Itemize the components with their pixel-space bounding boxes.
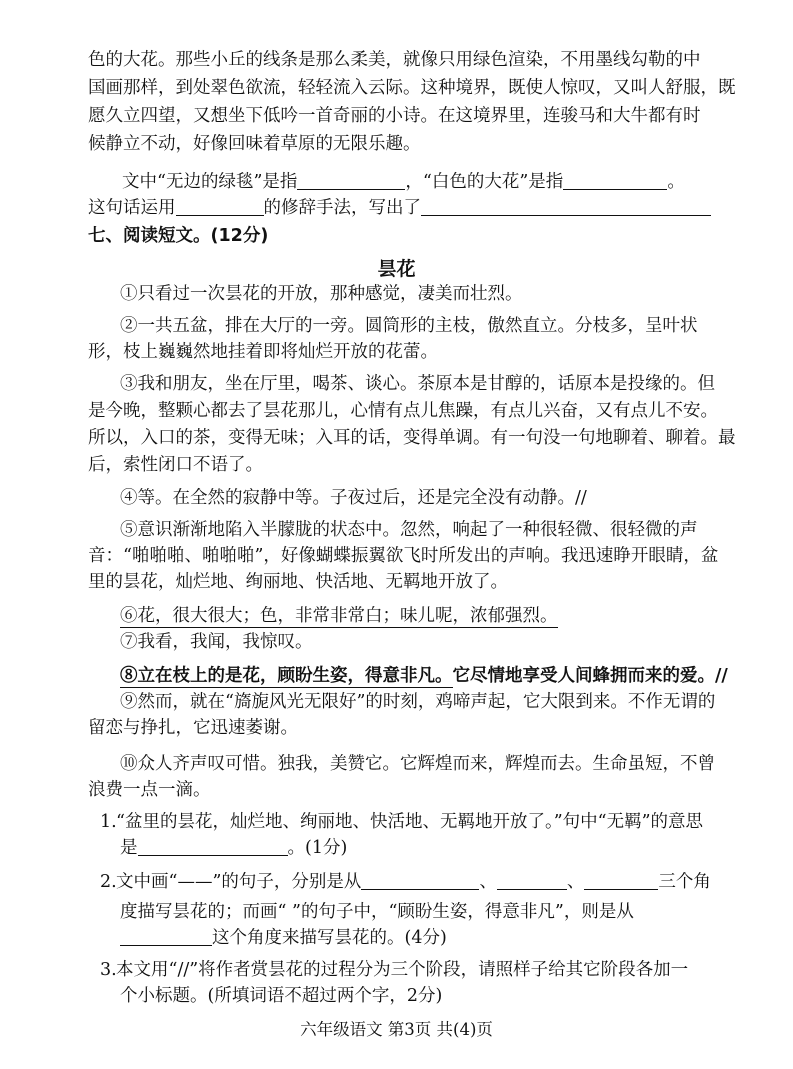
question-3: 个小标题。(所填词语不超过两个字，2分) [120, 986, 443, 1006]
answer-blank[interactable] [120, 929, 212, 946]
paragraph-6 [120, 606, 760, 626]
passage-line: 愿久立四望，又想坐下低吟一首奇丽的小诗。在这境界里，连骏马和大牛都有时 [88, 106, 701, 126]
paragraph-3: ③我和朋友，坐在厅里，喝茶、谈心。茶原本是甘醇的，话原本是投缘的。但 [120, 374, 715, 394]
paragraph-1: ①只看过一次昙花的开放，那种感觉，凄美而壮烈。 [120, 284, 523, 304]
paragraph-4: ④等。在全然的寂静中等。子夜过后，还是完全没有动静。// [120, 488, 587, 508]
question-line: 这句话运用 的修辞手法，写出了 [88, 198, 728, 218]
paragraph-8: ⑧立在枝上的是花，顾盼生姿，得意非凡。它尽情地享受人间蜂拥而来的爱。// [120, 666, 728, 686]
question-line: 文中“无边的绿毯”是指 ，“白色的大花”是指 。 [122, 172, 685, 192]
passage-line: 候静立不动，好像回味着草原的无限乐趣。 [88, 134, 421, 154]
answer-blank[interactable] [563, 173, 667, 190]
question-2: 这个角度来描写昙花的。(4分) [120, 928, 760, 948]
passage-line: 国画那样，到处翠色欲流，轻轻流入云际。这种境界，既使人惊叹，又叫人舒服，既 [88, 78, 736, 98]
answer-blank[interactable] [584, 873, 658, 890]
paragraph-10: ⑩众人齐声叹可惜。独我，美赞它。它辉煌而来，辉煌而去。生命虽短，不曾 [120, 754, 715, 774]
question-2: 度描写昙花的；而画“ ”的句子中，“顾盼生姿，得意非凡”，则是从 [120, 902, 634, 922]
answer-blank[interactable] [297, 173, 405, 190]
answer-blank[interactable] [176, 199, 264, 216]
paragraph-9: ⑨然而，就在“旖旎风光无限好”的时刻，鸡啼声起，它大限到来。不作无谓的 [120, 692, 716, 712]
question-3: 3.本文用“//”将作者赏昙花的过程分为三个阶段，请照样子给其它阶段各加一 [100, 960, 689, 980]
question-1: 是 。(1分) [120, 838, 348, 858]
section-heading: 七、阅读短文。(12分) [88, 226, 269, 246]
paragraph-3: 所以，入口的茶，变得无味；入耳的话，变得单调。有一句没一句地聊着、聊着。最 [88, 428, 736, 448]
passage-line: 色的大花。那些小丘的线条是那么柔美，就像只用绿色渲染，不用墨线勾勒的中 [88, 50, 701, 70]
answer-blank[interactable] [497, 873, 567, 890]
paragraph-5: 音：“啪啪啪、啪啪啪”，好像蝴蝶振翼欲飞时所发出的声响。我迅速睁开眼睛，盆 [88, 546, 719, 566]
question-2: 2.文中画“——”的句子，分别是从 、 、 三个角 [100, 872, 711, 892]
paragraph-9: 留恋与挣扎，它迅速萎谢。 [88, 718, 298, 738]
paragraph-5: ⑤意识渐渐地陷入半朦胧的状态中。忽然，响起了一种很轻微、很轻微的声 [120, 520, 698, 540]
page-footer: 六年级语文 第3页 共(4)页 [300, 1020, 493, 1039]
passage-title: 昙花 [377, 258, 416, 280]
paragraph-2: ②一共五盆，排在大厅的一旁。圆筒形的主枝，傲然直立。分枝多，呈叶状 [120, 316, 698, 336]
paragraph-2: 形，枝上巍巍然地挂着即将灿烂开放的花蕾。 [88, 342, 438, 362]
paragraph-10: 浪费一点一滴。 [88, 780, 211, 800]
paragraph-7: ⑦我看，我闻，我惊叹。 [120, 632, 313, 652]
answer-blank[interactable] [421, 199, 711, 216]
paragraph-5: 里的昙花，灿烂地、绚丽地、快活地、无羁地开放了。 [88, 572, 508, 592]
paragraph-3: 后，索性闭口不语了。 [88, 455, 263, 475]
answer-blank[interactable] [138, 839, 288, 856]
underlined-sentence: ⑥花，很大很大；色，非常非常白；味儿呢，浓郁强烈。 [120, 606, 558, 626]
paragraph-3: 是今晚，整颗心都去了昙花那儿，心情有点儿焦躁，有点儿兴奋，又有点儿不安。 [88, 401, 718, 421]
underlined-sentence: ⑧立在枝上的是花，顾盼生姿，得意非凡。 [120, 666, 453, 686]
question-1: 1.“盆里的昙花，灿烂地、绚丽地、快活地、无羁地开放了。”句中“无羁”的意思 [100, 812, 704, 832]
answer-blank[interactable] [361, 873, 479, 890]
